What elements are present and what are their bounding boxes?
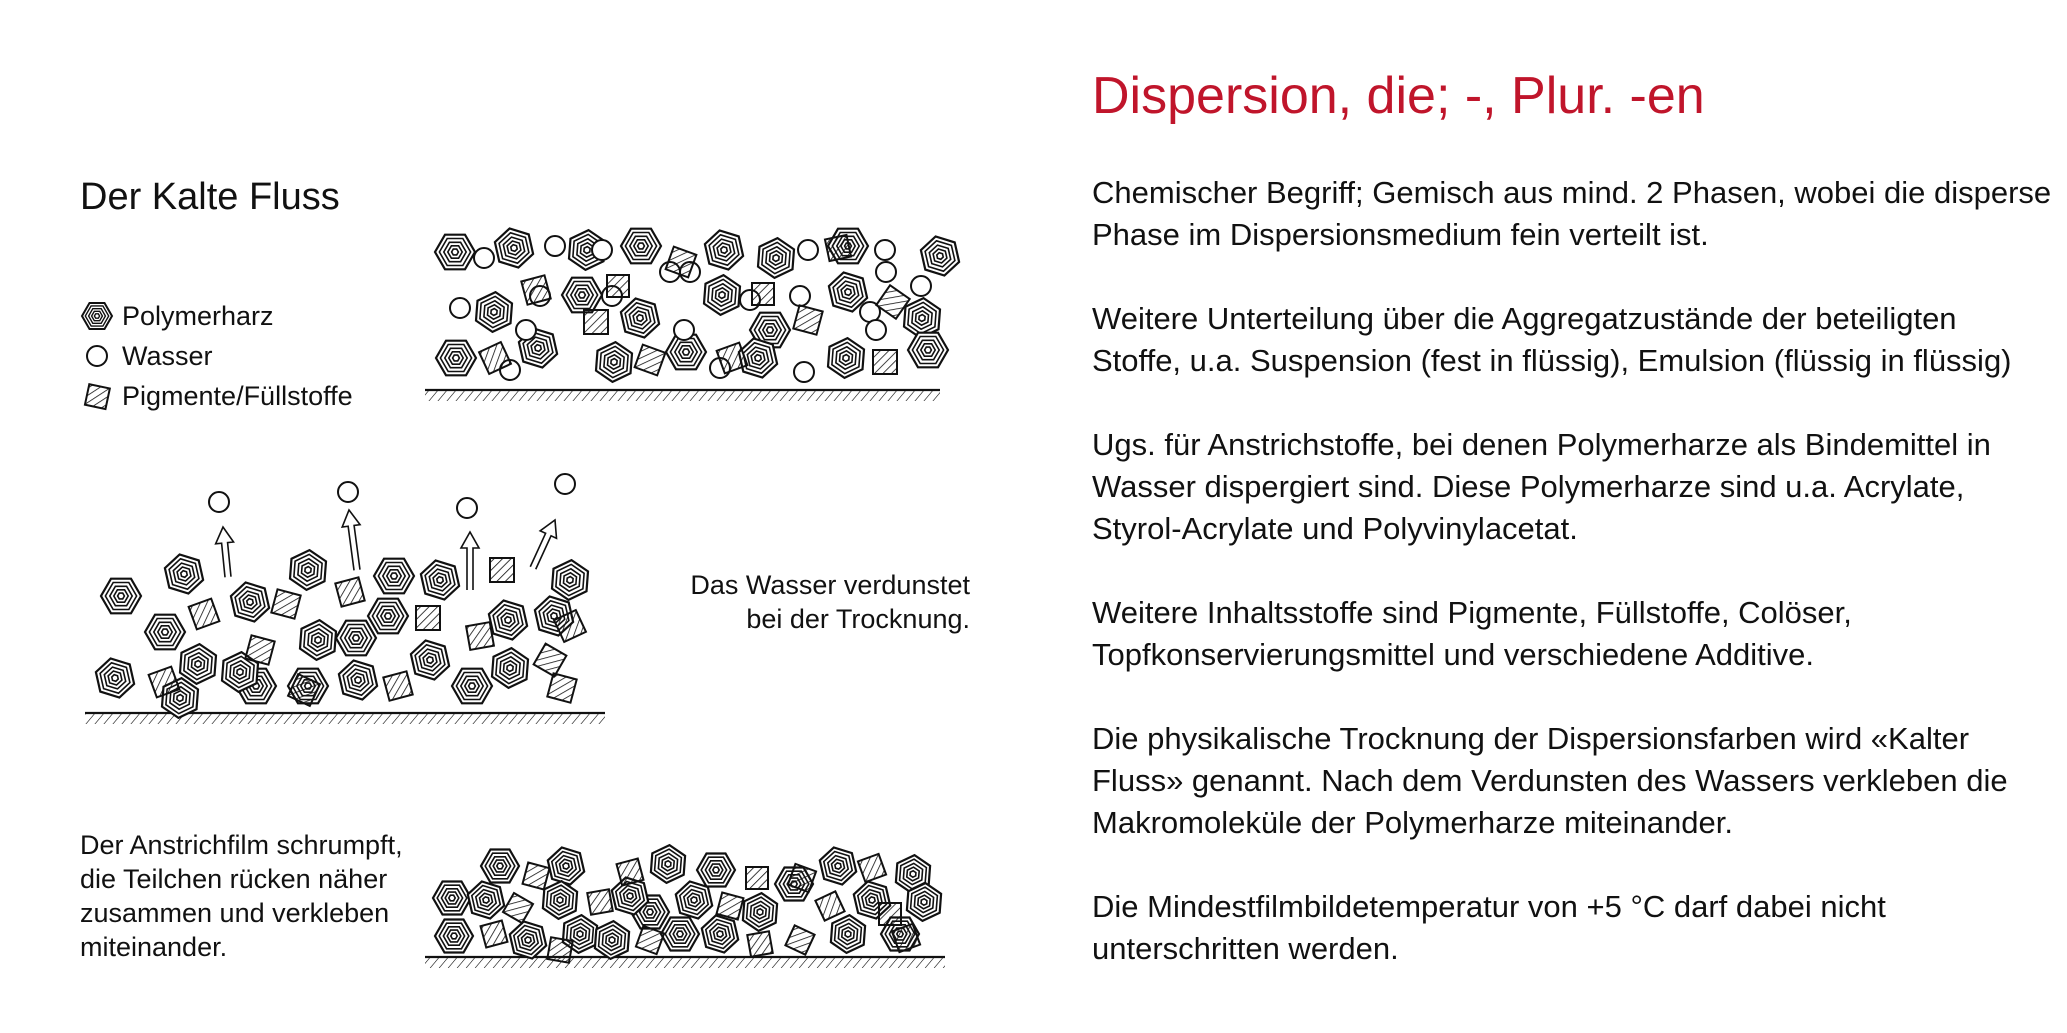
evaporation-arrow [461, 532, 479, 590]
polymer-particle [548, 848, 584, 885]
shrink-caption [80, 828, 420, 964]
polymer-particle [702, 916, 738, 953]
polymer-particle [300, 620, 336, 660]
pigment-particle [521, 275, 550, 304]
polymer-particle [411, 641, 449, 680]
polymer-particle [596, 342, 632, 382]
definition-panel [1092, 60, 2052, 1012]
pigment-particle [490, 558, 514, 582]
polymer-particle [481, 850, 519, 883]
polymer-particle [290, 550, 326, 590]
polymer-particle [436, 341, 476, 376]
definition-paragraph: Die physikalische Trocknung der Dispersionsfarben wird «Kalter Fluss» genannt. Nach dem Verdunsten des Wassers verkleben die Makromoleküle der Polymerharze miteinander. [1092, 721, 2008, 840]
polymer-particle [489, 601, 527, 640]
evaporation-arrow [530, 520, 556, 569]
pigment-particle [245, 635, 274, 664]
polymer-hexagon-icon [80, 299, 114, 333]
caption-line: die Teilchen rücken näher [80, 864, 388, 894]
pigment-particle [481, 921, 508, 948]
substrate-hatch [425, 390, 940, 401]
polymer-particle [704, 275, 740, 315]
polymer-particle [101, 579, 141, 614]
caption-line: Der Anstrichfilm schrumpft, [80, 830, 403, 860]
pigment-particle [873, 350, 897, 374]
pigment-particle [547, 673, 576, 702]
polymer-particle [495, 229, 533, 268]
pigment-particle [825, 235, 851, 261]
pigment-particle [607, 275, 629, 297]
legend [80, 296, 353, 416]
pigment-particle [746, 867, 768, 889]
polymer-particle [908, 333, 948, 368]
polymer-particle [435, 235, 475, 270]
polymer-particle [705, 231, 743, 270]
water-particle [875, 240, 895, 260]
caption-line: miteinander. [80, 932, 228, 962]
water-particle [790, 286, 810, 306]
pigment-particle [416, 606, 440, 630]
water-particle [592, 240, 612, 260]
water-particle [545, 236, 565, 256]
polymer-particle [758, 238, 794, 278]
caption-line: bei der Trocknung. [746, 604, 970, 634]
pigment-particle [747, 931, 772, 956]
coalescence-stage [425, 845, 945, 968]
legend-item-water [80, 336, 353, 376]
water-particle [674, 320, 694, 340]
evaporation-caption [580, 568, 970, 636]
polymer-particle [562, 278, 602, 313]
wet-film-stage [425, 229, 959, 402]
diagram-title: Der Kalte Fluss [80, 176, 340, 218]
pigment-particle [752, 283, 774, 305]
pigment-square-icon [80, 379, 114, 413]
polymer-particle [231, 583, 269, 622]
polymer-particle [621, 229, 661, 264]
pigment-particle [858, 854, 886, 882]
pigment-particle [534, 644, 567, 677]
polymer-particle [661, 918, 699, 951]
polymer-particle [828, 338, 864, 378]
pigment-particle [815, 891, 844, 920]
polymer-particle [831, 915, 865, 953]
pigment-particle [587, 889, 612, 914]
definition-paragraph: Ugs. für Anstrichstoffe, bei denen Polymerharze als Bindemittel in Wasser dispergiert sind. Diese Polymerharze sind u.a. Acrylate, Styrol-Acrylate und Polyvinylacetat. [1092, 427, 1991, 546]
water-particle [866, 320, 886, 340]
pigment-particle [793, 305, 822, 334]
polymer-particle [743, 893, 777, 931]
definition-paragraph: Weitere Unterteilung über die Aggregatzustände der beteiligten Stoffe, u.a. Suspension (fest in flüssig), Emulsion (flüssig in flüssig) [1092, 301, 2012, 378]
pigment-particle [635, 345, 666, 376]
polymer-particle [697, 854, 735, 887]
definition-heading: Dispersion, die; -, Plur. -en [1092, 67, 1705, 125]
evaporation-arrow [342, 510, 360, 570]
polymer-particle [180, 644, 216, 684]
pigment-particle [335, 577, 364, 606]
pigment-particle [785, 925, 814, 954]
water-particle [474, 248, 494, 268]
polymer-particle [336, 621, 376, 656]
water-particle [876, 262, 896, 282]
polymer-particle [820, 848, 856, 885]
pigment-particle [271, 589, 300, 618]
water-particle [209, 492, 229, 512]
pigment-particle [523, 863, 550, 890]
pigment-particle [636, 926, 664, 954]
polymer-particle [651, 845, 685, 883]
definition-paragraph: Chemischer Begriff; Gemisch aus mind. 2 Phasen, wobei die disperse Phase im Dispersionsmedium fein verteilt ist. [1092, 175, 2052, 252]
pigment-particle [879, 903, 901, 925]
polymer-particle [374, 559, 414, 594]
polymer-particle [492, 648, 528, 688]
legend-item-pigment [80, 376, 353, 416]
water-particle [794, 362, 814, 382]
definition-paragraph: Die Mindestfilmbildetemperatur von +5 °C darf dabei nicht unterschritten werden. [1092, 889, 1886, 966]
polymer-particle [907, 883, 941, 921]
polymer-particle [96, 659, 134, 698]
polymer-particle [433, 882, 471, 915]
polymer-particle [165, 555, 203, 594]
water-particle [338, 482, 358, 502]
polymer-particle [543, 881, 577, 919]
polymer-particle [595, 921, 629, 959]
polymer-particle [339, 661, 377, 700]
evaporation-stage [85, 474, 605, 724]
pigment-particle [189, 599, 220, 630]
polymer-particle [476, 292, 512, 332]
water-particle [798, 240, 818, 260]
pigment-particle [547, 937, 572, 962]
polymer-particle [510, 922, 546, 959]
pigment-particle [584, 310, 608, 334]
polymer-particle [435, 920, 473, 953]
water-circle-icon [80, 339, 114, 373]
pigment-particle [617, 859, 644, 886]
substrate-hatch [85, 713, 605, 724]
pigment-particle [466, 622, 494, 650]
pigment-particle [503, 893, 533, 923]
definition-paragraph: Weitere Inhaltsstoffe sind Pigmente, Füllstoffe, Colöser, Topfkonservierungsmittel und verschiedene Additive. [1092, 595, 1852, 672]
polymer-particle [452, 669, 492, 704]
polymer-particle [921, 237, 959, 276]
water-particle [457, 498, 477, 518]
water-particle [555, 474, 575, 494]
polymer-particle [621, 299, 659, 338]
pigment-particle [383, 671, 412, 700]
legend-item-polymer [80, 296, 353, 336]
polymer-particle [676, 882, 712, 919]
caption-line: zusammen und verkleben [80, 898, 390, 928]
caption-line: Das Wasser verdunstet [690, 570, 970, 600]
legend-label: Wasser [122, 340, 213, 371]
polymer-particle [468, 882, 504, 919]
polymer-particle [421, 561, 459, 600]
polymer-particle [145, 615, 185, 650]
water-particle [911, 276, 931, 296]
substrate-hatch [425, 957, 945, 968]
polymer-particle [368, 599, 408, 634]
legend-label: Polymerharz [122, 300, 274, 331]
pigment-particle [717, 893, 744, 920]
evaporation-arrow [216, 527, 234, 577]
water-particle [450, 298, 470, 318]
water-particle [516, 320, 536, 340]
legend-label: Pigmente/Füllstoffe [122, 380, 353, 411]
